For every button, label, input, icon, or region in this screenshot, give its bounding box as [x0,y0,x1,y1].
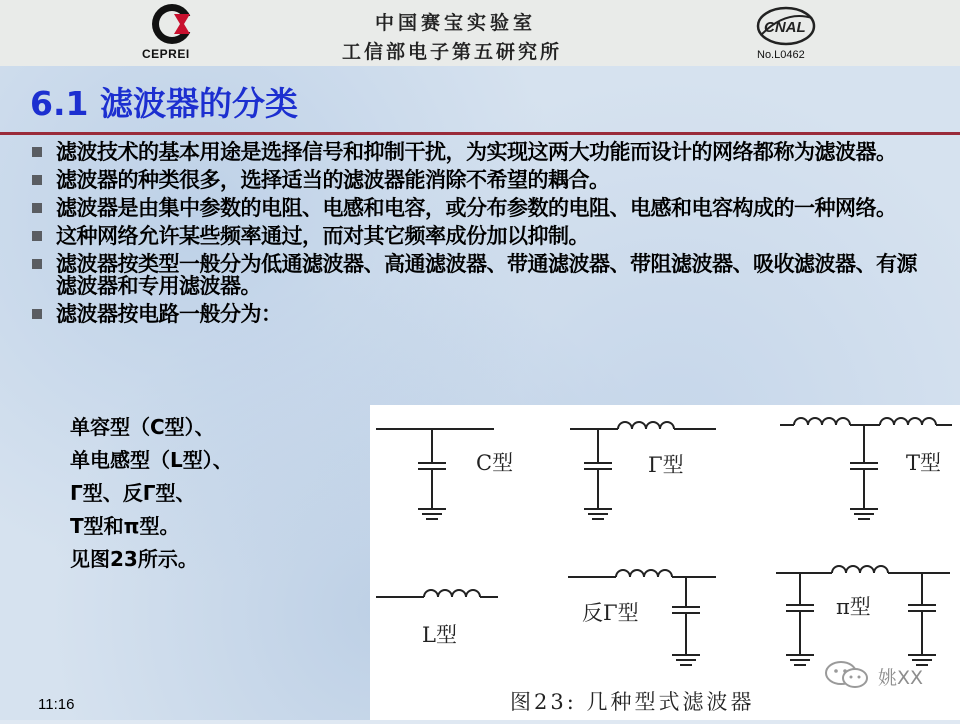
slide-title: 6.1 滤波器的分类 [30,84,298,123]
circuit-type-item: Γ型、反Γ型、 [70,481,196,505]
circuit-type-item: 见图23所示。 [70,547,198,571]
bullet-text: 滤波器的种类很多，选择适当的滤波器能消除不希望的耦合。 [56,168,610,192]
header-bar [0,0,960,66]
square-bullet-icon [32,147,42,157]
slide-time: 11:16 [38,696,75,713]
org-name-line1: 中国赛宝实验室 [375,12,537,34]
bullet-text: 这种网络允许某些频率通过，而对其它频率成份加以抑制。 [56,224,589,248]
bullet-list [30,141,930,331]
reverse-gamma-type-label: 反Γ型 [582,601,639,625]
circuit-type-item: 单电感型（L型）、 [70,448,233,472]
wechat-watermark [822,660,932,690]
l-type-circuit [376,590,498,597]
c-type-label: C型 [476,451,514,475]
bullet-item [30,141,930,163]
cnal-logo [752,4,822,64]
circuit-type-item: T型和π型。 [70,514,180,538]
bullet-item [30,169,930,191]
bullet-item [30,303,930,325]
l-type-label: L型 [422,623,457,647]
bullet-item [30,197,930,219]
bullet-text: 滤波器按电路一般分为： [56,302,282,326]
circuit-type-item: 单容型（C型）、 [70,415,215,439]
figure-caption: 图23: 几种型式滤波器 [510,690,755,714]
bullet-item [30,253,930,297]
pi-type-label: π型 [836,595,871,619]
square-bullet-icon [32,203,42,213]
t-type-label: T型 [906,451,942,475]
bullet-text: 滤波技术的基本用途是选择信号和抑制干扰，为实现这两大功能而设计的网络都称为滤波器。 [56,140,897,164]
gamma-type-circuit [570,422,716,519]
square-bullet-icon [32,231,42,241]
wechat-icon [822,660,874,690]
circuit-type-list [70,411,233,576]
square-bullet-icon [32,175,42,185]
gamma-type-label: Γ型 [648,453,684,477]
org-name-line2: 工信部电子第五研究所 [342,41,563,63]
ceprei-logo [138,2,218,64]
cnal-logo-mark: CNAL [764,19,806,36]
watermark-text: 姚XX [878,667,924,689]
bullet-text: 滤波器按类型一般分为低通滤波器、高通滤波器、带通滤波器、带阻滤波器、吸收滤波器、有源滤波器和专用滤波器。 [56,252,917,298]
square-bullet-icon [32,309,42,319]
bullet-item [30,225,930,247]
square-bullet-icon [32,259,42,269]
cnal-number: No.L0462 [757,49,805,61]
ceprei-logo-text: CEPREI [142,47,190,61]
bullet-text: 滤波器是由集中参数的电阻、电感和电容，或分布参数的电阻、电感和电容构成的一种网络。 [56,196,897,220]
title-divider [0,132,960,135]
